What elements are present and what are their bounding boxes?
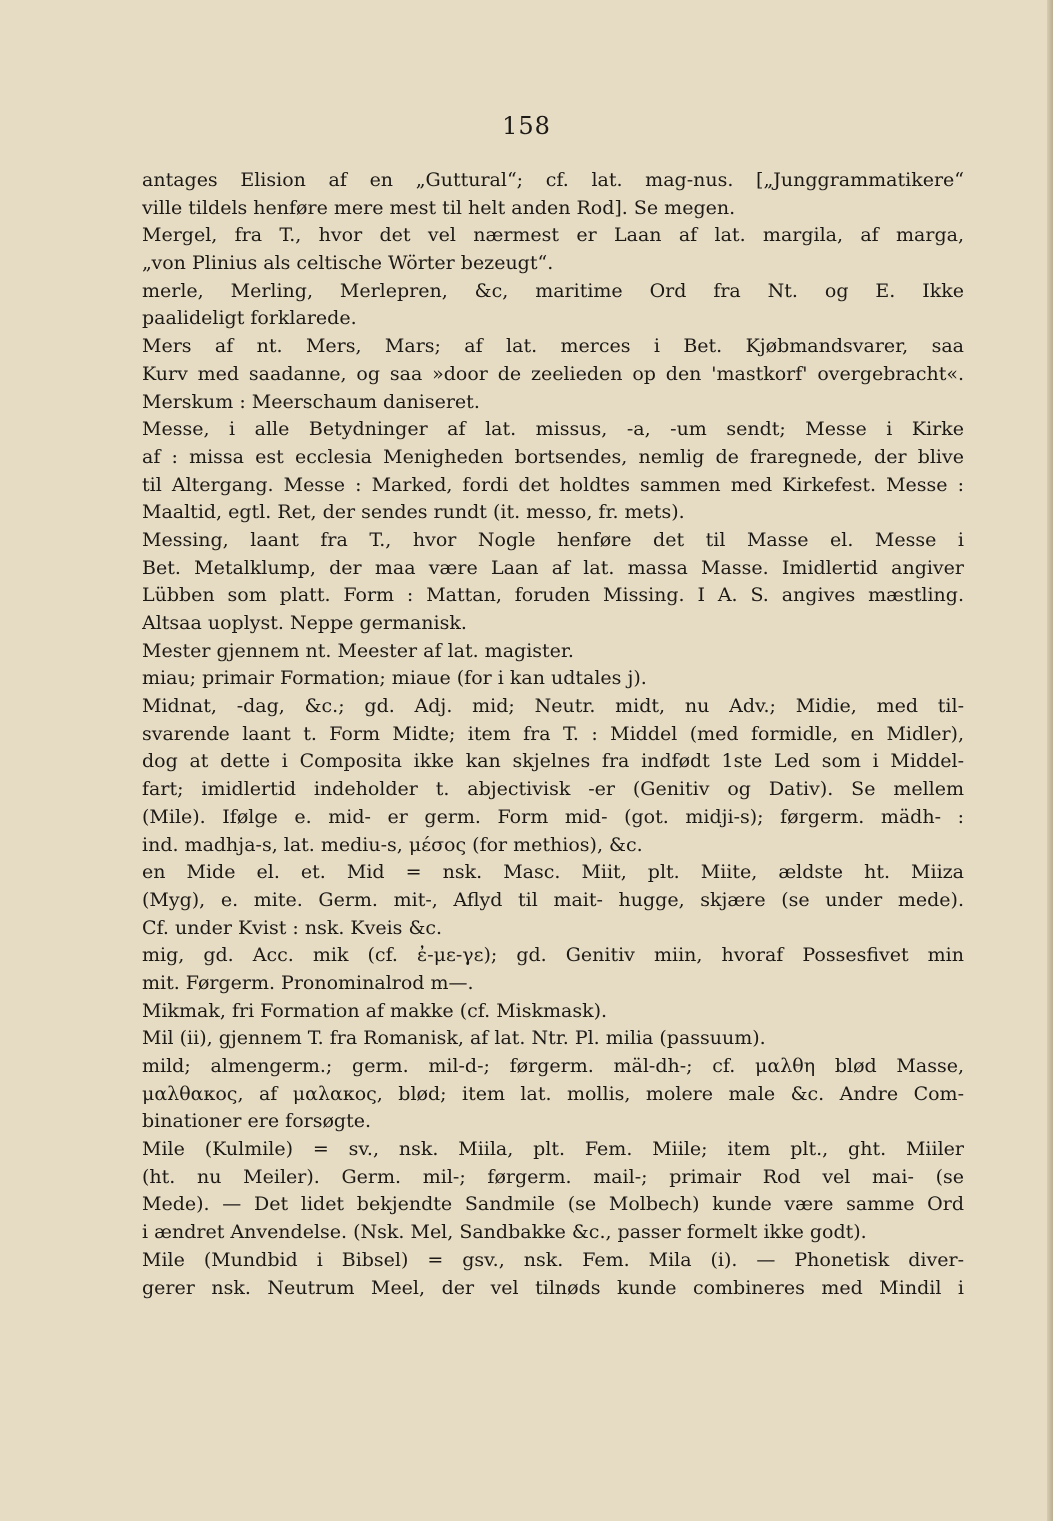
text-line: Kurv med saadanne, og saa »door de zeelieden op den 'mastkorf' overgebracht«. — [142, 362, 964, 385]
text-line: Messing, laant fra T., hvor Nogle henføre det til Masse el. Messe i — [142, 528, 964, 551]
text-line: „von Plinius als celtische Wörter bezeugt“. — [142, 252, 554, 275]
text-line: (Mile). Ifølge e. mid- er germ. Form mid- (got. midji-s); førgerm. mädh- : — [142, 805, 964, 828]
text-line: Messe, i alle Betydninger af lat. missus, -a, -um sendt; Messe i Kirke — [142, 418, 964, 441]
text-line: gerer nsk. Neutrum Meel, der vel tilnøds kunde combineres med Mindil i — [142, 1276, 964, 1299]
text-line: mild; almengerm.; germ. mil-d-; førgerm. mäl-dh-; cf. μαλθη blød Masse, — [142, 1055, 964, 1077]
text-line: svarende laant t. Form Midte; item fra T. : Middel (med formidle, en Midler), — [142, 722, 964, 745]
text-line: fart; imidlertid indeholder t. abjectivisk -er (Genitiv og Dativ). Se mellem — [142, 778, 964, 801]
body-text — [142, 167, 964, 1302]
text-line: af : missa est ecclesia Menigheden bortsendes, nemlig de fraregnede, der blive — [142, 445, 964, 468]
text-line: Mester gjennem nt. Meester af lat. magister. — [142, 639, 574, 662]
text-line: Mile (Kulmile) = sv., nsk. Miila, plt. Fem. Miile; item plt., ght. Miiler — [142, 1138, 964, 1161]
text-line: miau; primair Formation; miaue (for i kan udtales j). — [142, 667, 647, 690]
text-line: Cf. under Kvist : nsk. Kveis &c. — [142, 916, 443, 939]
text-line: Maaltid, egtl. Ret, der sendes rundt (it. messo, fr. mets). — [142, 501, 685, 524]
text-line: i ændret Anvendelse. (Nsk. Mel, Sandbakke &c., passer formelt ikke godt). — [142, 1221, 867, 1244]
text-line: ind. madhja-s, lat. mediu-s, μέσος (for methios), &c. — [142, 833, 643, 856]
text-line: Bet. Metalklump, der maa være Laan af lat. massa Masse. Imidlertid angiver — [142, 556, 964, 579]
text-line: Mikmak, fri Formation af makke (cf. Miskmask). — [142, 999, 608, 1022]
text-line: mit. Førgerm. Pronominalrod m—. — [142, 971, 474, 994]
text-line: merle, Merling, Merlepren, &c, maritime Ord fra Nt. og E. Ikke — [142, 279, 964, 302]
text-line: til Altergang. Messe : Marked, fordi det holdtes sammen med Kirkefest. Messe : — [142, 473, 964, 496]
text-line: Mede). — Det lidet bekjendte Sandmile (se Molbech) kunde være samme Ord — [142, 1193, 964, 1216]
text-line: μαλθακος, af μαλακος, blød; item lat. mollis, molere male &c. Andre Com- — [142, 1082, 964, 1105]
text-line: paalideligt forklarede. — [142, 307, 357, 330]
text-line: (ht. nu Meiler). Germ. mil-; førgerm. mail-; primair Rod vel mai- (se — [142, 1165, 964, 1188]
page-edge — [1047, 0, 1053, 1521]
text-line: binationer ere forsøgte. — [142, 1110, 371, 1133]
text-line: (Myg), e. mite. Germ. mit-, Aflyd til mait- hugge, skjære (se under mede). — [142, 888, 964, 911]
text-line: mig, gd. Acc. mik (cf. ἐ-με-γε); gd. Genitiv miin, hvoraf Possesfivet min — [142, 944, 964, 967]
text-line: Altsaa uoplyst. Neppe germanisk. — [142, 612, 467, 634]
text-line: Mil (ii), gjennem T. fra Romanisk, af lat. Ntr. Pl. milia (passuum). — [142, 1027, 766, 1050]
text-line: ville tildels henføre mere mest til helt anden Rod]. Se megen. — [142, 196, 736, 219]
text-line: Midnat, -dag, &c.; gd. Adj. mid; Neutr. midt, nu Adv.; Midie, med til- — [142, 695, 964, 718]
text-line: Lübben som platt. Form : Mattan, foruden Missing. I A. S. angives mæstling. — [142, 584, 964, 607]
text-line: Mers af nt. Mers, Mars; af lat. merces i Bet. Kjøbmandsvarer, saa — [142, 335, 964, 358]
text-line: antages Elision af en „Guttural“; cf. lat. mag-nus. [„Junggrammatikere“ — [142, 169, 964, 191]
text-line: Mile (Mundbid i Bibsel) = gsv., nsk. Fem. Mila (i). — Phonetisk diver- — [142, 1248, 964, 1271]
text-line: en Mide el. et. Mid = nsk. Masc. Miit, plt. Miite, ældste ht. Miiza — [142, 861, 964, 884]
text-line: Mergel, fra T., hvor det vel nærmest er Laan af lat. margila, af marga, — [142, 224, 964, 247]
text-line: Merskum : Meerschaum daniseret. — [142, 390, 480, 413]
text-line: dog at dette i Composita ikke kan skjelnes fra indfødt 1ste Led som i Middel- — [142, 750, 964, 773]
page-number: 158 — [502, 112, 551, 140]
